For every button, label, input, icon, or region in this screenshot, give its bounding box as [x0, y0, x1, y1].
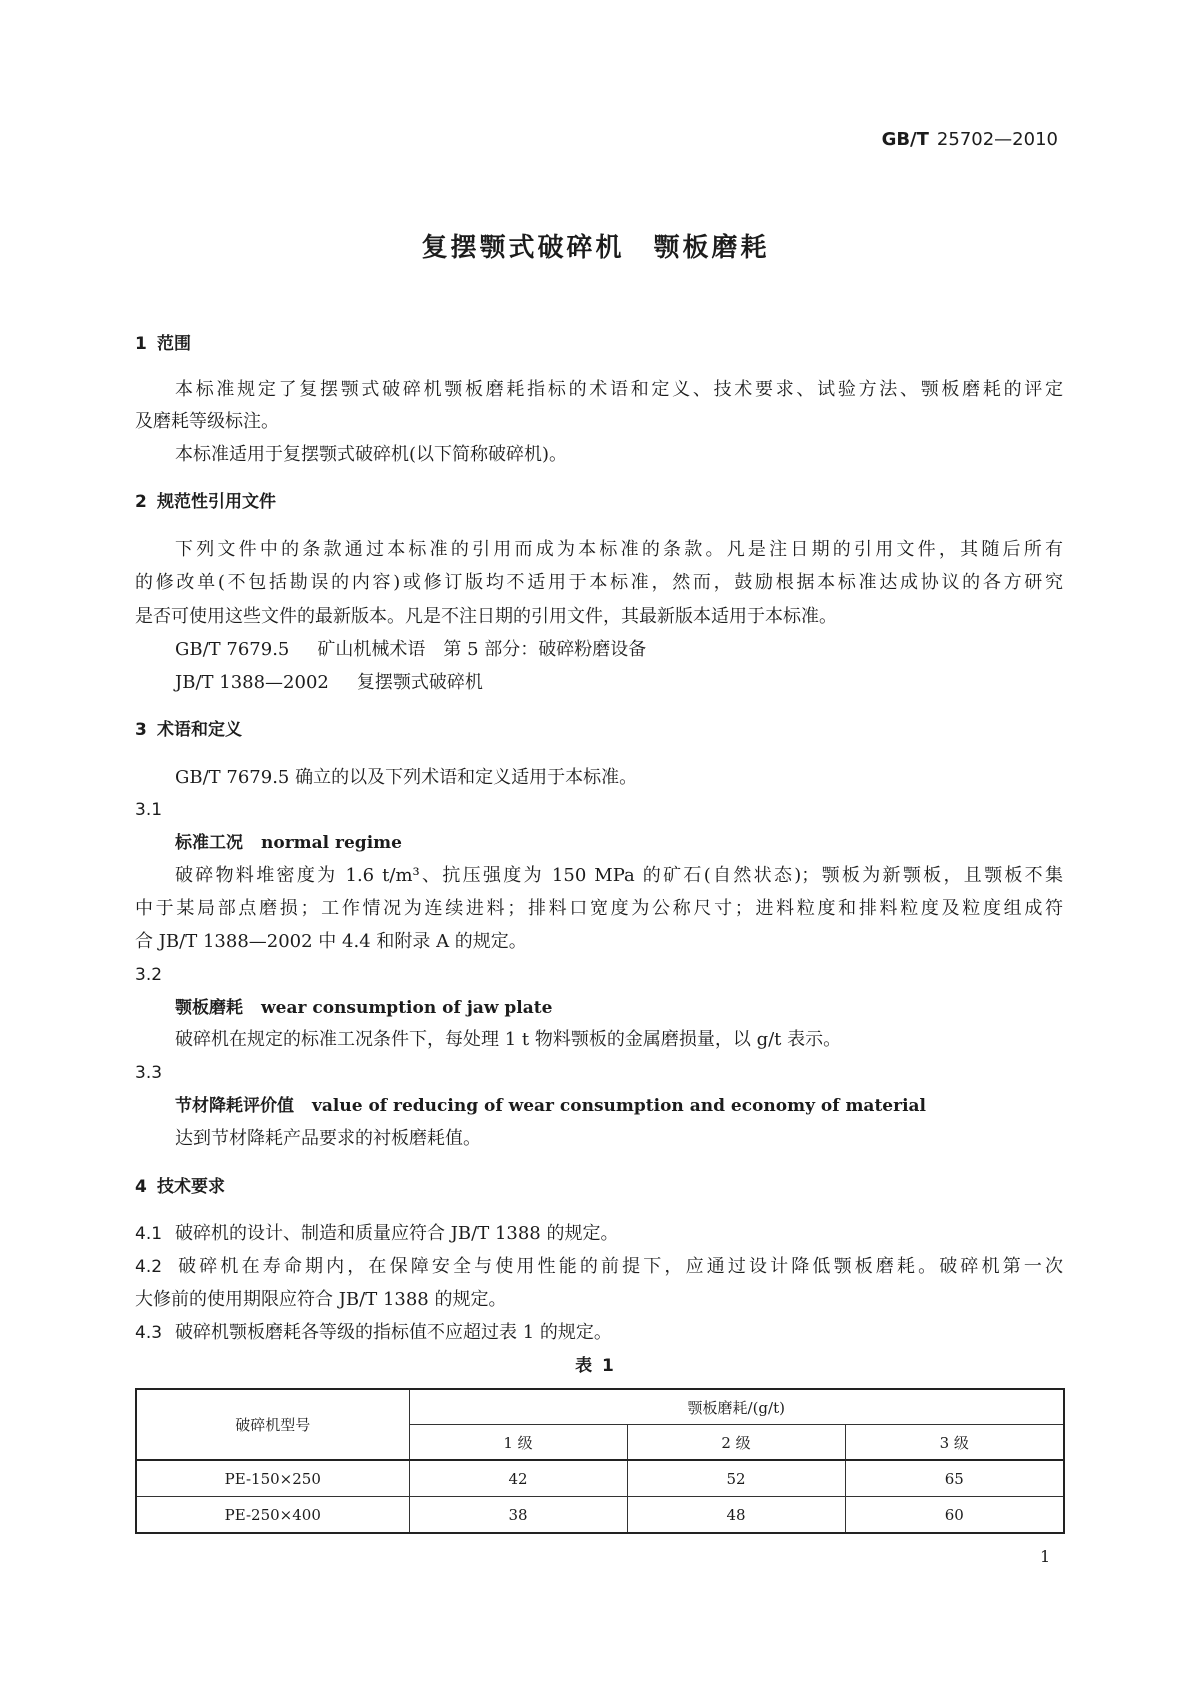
clause-line	[135, 1219, 1063, 1249]
clause-number: 3.2	[135, 965, 163, 985]
wear-table	[135, 1388, 1065, 1534]
paragraph-line: 本标准规定了复摆颚式破碎机颚板磨耗指标的术语和定义、技术要求、试验方法、颚板磨耗的评定	[175, 379, 1063, 400]
standard-code-prefix: GB/T	[881, 129, 929, 150]
table-header-row	[136, 1389, 1064, 1425]
section-title: 范围	[157, 334, 191, 354]
section-heading-3	[135, 715, 1063, 745]
column-header-grade: 3 级	[845, 1425, 1064, 1461]
term-heading	[135, 1091, 1063, 1121]
term-english: wear consumption of jaw plate	[261, 998, 553, 1018]
definition-line: 合 JB/T 1388—2002 中 4.4 和附录 A 的规定。	[135, 931, 527, 952]
clause-line	[135, 1252, 1063, 1282]
reference-code: JB/T 1388—2002	[175, 672, 329, 693]
section-heading-2	[135, 487, 1063, 517]
column-header-group: 颚板磨耗/(g/t)	[409, 1389, 1064, 1425]
section-title: 技术要求	[157, 1177, 225, 1197]
table-row	[136, 1497, 1064, 1534]
clause-text: 破碎机在寿命期内，在保障安全与使用性能的前提下，应通过设计降低颚板磨耗。破碎机第一次	[175, 1256, 1063, 1277]
table-row	[136, 1460, 1064, 1497]
document-title: 复摆颚式破碎机 颚板磨耗	[421, 233, 770, 263]
page-number: 1	[1040, 1547, 1051, 1566]
table-cell-value: 48	[627, 1497, 845, 1534]
section-number: 1	[135, 334, 147, 354]
table-cell-model: PE-250×400	[136, 1497, 409, 1534]
paragraph-line: 下列文件中的条款通过本标准的引用而成为本标准的条款。凡是注日期的引用文件，其随后所有	[175, 539, 1063, 560]
reference-title: 矿山机械术语 第 5 部分：破碎粉磨设备	[317, 639, 647, 660]
term-chinese: 节材降耗评价值	[175, 1096, 294, 1116]
term-english: normal regime	[261, 833, 402, 853]
term-chinese: 标准工况	[175, 833, 243, 853]
paragraph-line: 是否可使用这些文件的最新版本。凡是不注日期的引用文件，其最新版本适用于本标准。	[135, 606, 837, 627]
section-title: 术语和定义	[157, 720, 242, 740]
table-cell-model: PE-150×250	[136, 1460, 409, 1497]
term-heading	[135, 993, 1063, 1023]
section-number: 3	[135, 720, 147, 740]
normative-reference	[135, 635, 1063, 665]
definition-line: 达到节材降耗产品要求的衬板磨耗值。	[175, 1128, 481, 1149]
standard-code-number: 25702—2010	[936, 129, 1058, 150]
standard-code	[882, 126, 1058, 154]
paragraph-line: GB/T 7679.5 确立的以及下列术语和定义适用于本标准。	[175, 767, 638, 788]
column-header-grade: 1 级	[409, 1425, 627, 1461]
definition-line: 中于某局部点磨损；工作情况为连续进料；排料口宽度为公称尺寸；进料粒度和排料粒度及粒度组成符	[135, 898, 1063, 919]
clause-text: 破碎机的设计、制造和质量应符合 JB/T 1388 的规定。	[175, 1223, 619, 1244]
term-english: value of reducing of wear consumption and economy of material	[312, 1096, 927, 1116]
table-cell-value: 42	[409, 1460, 627, 1497]
clause-text: 破碎机颚板磨耗各等级的指标值不应超过表 1 的规定。	[175, 1322, 612, 1343]
term-heading	[135, 828, 1063, 858]
reference-code: GB/T 7679.5	[175, 639, 290, 660]
clause-number: 3.3	[135, 1063, 163, 1083]
table-caption: 表 1	[575, 1356, 616, 1376]
section-number: 2	[135, 492, 147, 512]
definition-line: 破碎物料堆密度为 1.6 t/m³、抗压强度为 150 MPa 的矿石(自然状态)；颚板为新颚板，且颚板不集	[175, 865, 1063, 886]
paragraph-line: 及磨耗等级标注。	[135, 411, 279, 432]
section-title: 规范性引用文件	[157, 492, 276, 512]
clause-line	[135, 1318, 1063, 1348]
paragraph-line: 的修改单(不包括勘误的内容)或修订版均不适用于本标准，然而，鼓励根据本标准达成协议的各方研究	[135, 572, 1063, 593]
table-cell-value: 52	[627, 1460, 845, 1497]
table-cell-value: 65	[845, 1460, 1064, 1497]
section-number: 4	[135, 1177, 147, 1197]
table-cell-value: 60	[845, 1497, 1064, 1534]
paragraph-line: 本标准适用于复摆颚式破碎机(以下简称破碎机)。	[175, 444, 568, 465]
normative-reference	[135, 668, 1063, 698]
column-header-grade: 2 级	[627, 1425, 845, 1461]
clause-number: 3.1	[135, 800, 163, 820]
section-heading-1	[135, 329, 1063, 359]
column-header-model: 破碎机型号	[136, 1389, 409, 1460]
clause-line: 大修前的使用期限应符合 JB/T 1388 的规定。	[135, 1289, 507, 1310]
clause-number: 4.1	[135, 1224, 163, 1244]
clause-number: 4.2	[135, 1257, 163, 1277]
clause-number: 4.3	[135, 1323, 163, 1343]
definition-line: 破碎机在规定的标准工况条件下，每处理 1 t 物料颚板的金属磨损量，以 g/t 表示。	[175, 1029, 842, 1050]
term-chinese: 颚板磨耗	[175, 998, 243, 1018]
table-cell-value: 38	[409, 1497, 627, 1534]
reference-title: 复摆颚式破碎机	[356, 672, 483, 693]
section-heading-4	[135, 1172, 1063, 1202]
